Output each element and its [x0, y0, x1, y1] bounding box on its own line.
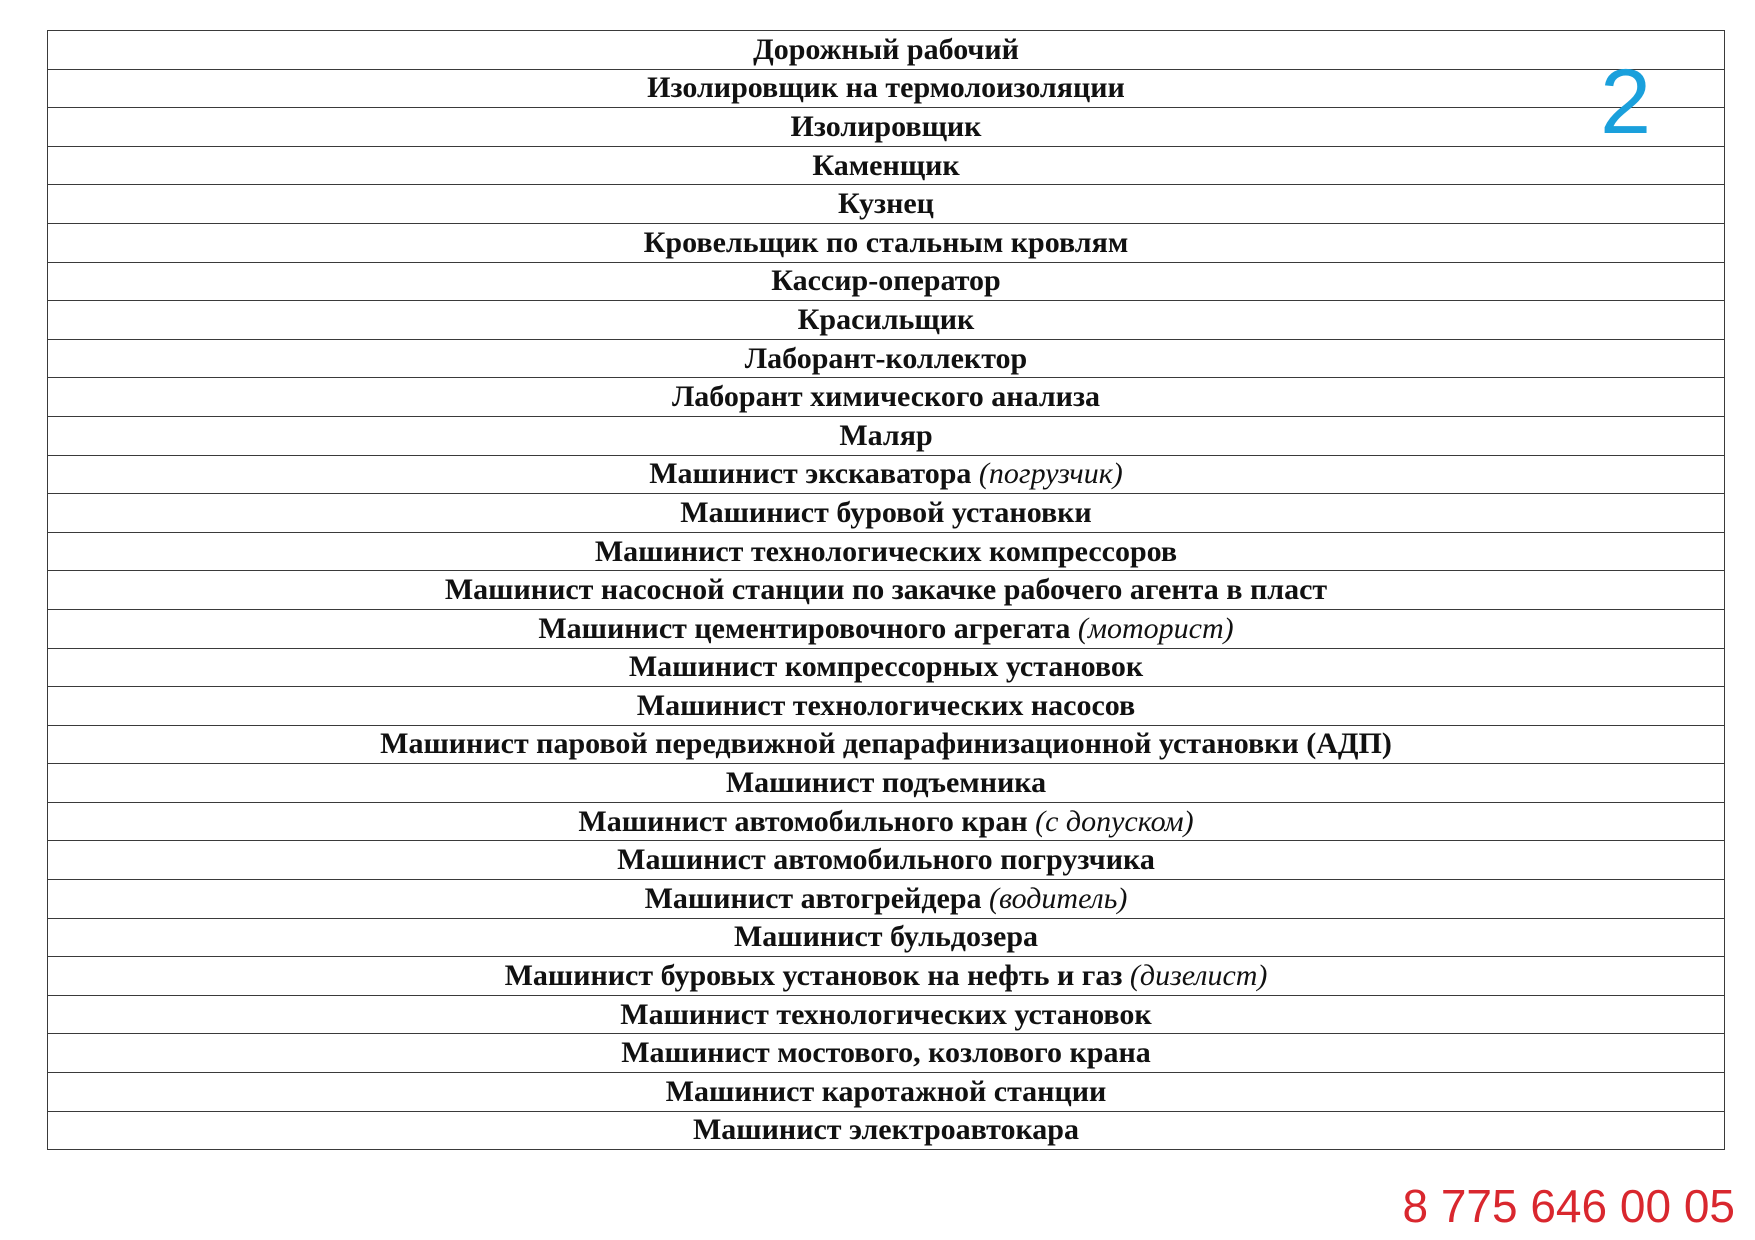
table-row	[48, 687, 1725, 726]
table-row	[48, 764, 1725, 803]
profession-note: (дизелист)	[1129, 959, 1268, 993]
profession-title: Маляр	[839, 418, 933, 452]
profession-title: Лаборант-коллектор	[744, 341, 1028, 375]
table-row	[48, 455, 1725, 494]
profession-title: Машинист электроавтокара	[692, 1113, 1079, 1147]
profession-title: Изолировщик на термолоизоляции	[647, 71, 1125, 105]
profession-cell	[48, 1073, 1725, 1112]
table-row	[48, 880, 1725, 919]
table-row	[48, 648, 1725, 687]
table-row	[48, 957, 1725, 996]
profession-cell	[48, 764, 1725, 803]
table-row	[48, 918, 1725, 957]
phone-number: 8 775 646 00 05	[1402, 1180, 1735, 1232]
profession-cell	[48, 687, 1725, 726]
profession-title: Машинист подъемника	[725, 766, 1047, 800]
profession-title: Машинист буровых установок на нефть и газ	[504, 959, 1123, 993]
profession-note: (погрузчик)	[978, 457, 1123, 491]
profession-cell	[48, 69, 1725, 108]
table-row	[48, 725, 1725, 764]
profession-title: Машинист каротажной станции	[665, 1074, 1107, 1108]
profession-cell	[48, 609, 1725, 648]
profession-title: Машинист мостового, козлового крана	[621, 1036, 1151, 1070]
profession-cell	[48, 532, 1725, 571]
table-row	[48, 31, 1725, 70]
profession-note: (с допуском)	[1035, 804, 1194, 838]
profession-title: Машинист бульдозера	[733, 920, 1039, 954]
profession-title: Кузнец	[838, 187, 934, 221]
profession-cell	[48, 1034, 1725, 1073]
profession-cell	[48, 725, 1725, 764]
table-row	[48, 416, 1725, 455]
profession-cell	[48, 841, 1725, 880]
profession-table-body	[48, 31, 1725, 1150]
table-row	[48, 1111, 1725, 1150]
profession-cell	[48, 918, 1725, 957]
profession-cell	[48, 185, 1725, 224]
table-row	[48, 841, 1725, 880]
profession-note: (моторист)	[1077, 611, 1234, 645]
page-number: 2	[1600, 51, 1652, 153]
profession-cell	[48, 455, 1725, 494]
profession-title: Машинист буровой установки	[680, 495, 1092, 529]
table-row	[48, 802, 1725, 841]
profession-cell	[48, 339, 1725, 378]
profession-title: Машинист насосной станции по закачке рабочего агента в пласт	[444, 573, 1328, 607]
profession-title: Изолировщик	[790, 109, 982, 143]
table-row	[48, 108, 1725, 147]
profession-title: Машинист паровой передвижной депарафинизационной установки (АДП)	[380, 727, 1392, 761]
profession-title: Машинист технологических насосов	[636, 688, 1136, 722]
profession-cell	[48, 378, 1725, 417]
profession-title: Кровельщик по стальным кровлям	[643, 225, 1129, 259]
profession-title: Кассир-оператор	[771, 264, 1001, 298]
table-row	[48, 262, 1725, 301]
table-row	[48, 185, 1725, 224]
profession-title: Машинист автомобильного погрузчика	[617, 843, 1155, 877]
profession-cell	[48, 108, 1725, 147]
profession-title: Машинист автомобильного кран	[578, 804, 1028, 838]
profession-cell	[48, 146, 1725, 185]
profession-title: Машинист технологических компрессоров	[594, 534, 1178, 568]
table-row	[48, 609, 1725, 648]
profession-cell	[48, 223, 1725, 262]
profession-title: Лаборант химического анализа	[671, 380, 1101, 414]
table-row	[48, 301, 1725, 340]
profession-title: Машинист цементировочного агрегата	[538, 611, 1071, 645]
table-row	[48, 494, 1725, 533]
table-row	[48, 223, 1725, 262]
profession-cell	[48, 995, 1725, 1034]
table-row	[48, 1073, 1725, 1112]
table-row	[48, 69, 1725, 108]
table-row	[48, 339, 1725, 378]
profession-note: (водитель)	[989, 881, 1128, 915]
profession-title: Каменщик	[812, 148, 960, 182]
profession-cell	[48, 648, 1725, 687]
table-row	[48, 532, 1725, 571]
profession-cell	[48, 802, 1725, 841]
profession-title: Красильщик	[797, 302, 975, 336]
profession-title: Машинист компрессорных установок	[628, 650, 1144, 684]
profession-cell	[48, 301, 1725, 340]
profession-cell	[48, 957, 1725, 996]
profession-cell	[48, 880, 1725, 919]
profession-cell	[48, 571, 1725, 610]
table-row	[48, 571, 1725, 610]
table-row	[48, 378, 1725, 417]
profession-title: Машинист автогрейдера	[644, 881, 982, 915]
profession-title: Дорожный рабочий	[753, 32, 1019, 66]
profession-table	[47, 30, 1725, 1150]
profession-cell	[48, 262, 1725, 301]
table-row	[48, 1034, 1725, 1073]
profession-title: Машинист экскаватора	[649, 457, 972, 491]
profession-cell	[48, 416, 1725, 455]
profession-cell	[48, 494, 1725, 533]
table-row	[48, 995, 1725, 1034]
table-row	[48, 146, 1725, 185]
profession-cell	[48, 1111, 1725, 1150]
profession-cell	[48, 31, 1725, 70]
profession-title: Машинист технологических установок	[620, 997, 1152, 1031]
